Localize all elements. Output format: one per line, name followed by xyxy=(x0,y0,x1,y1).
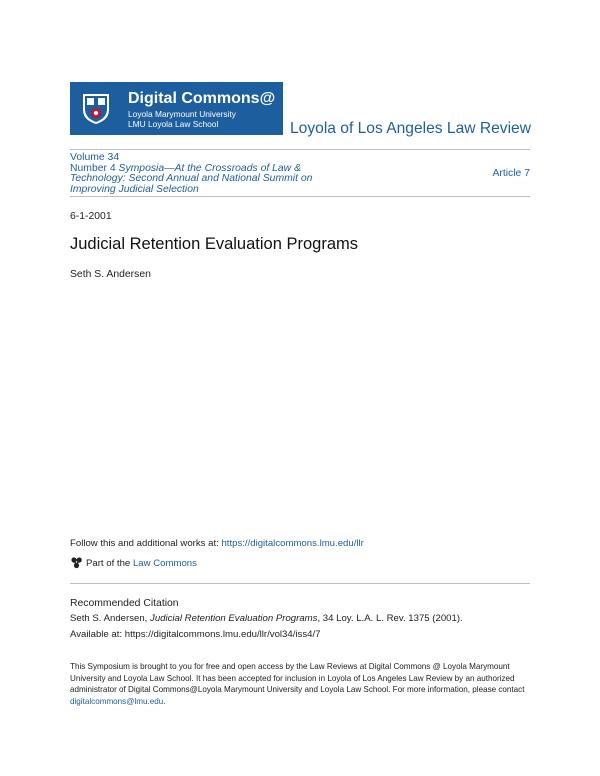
brand-line-university: Loyola Marymount University xyxy=(128,109,236,119)
article-title: Judicial Retention Evaluation Programs xyxy=(70,235,358,253)
divider-citation xyxy=(70,583,530,584)
lmu-seal-icon xyxy=(81,92,111,125)
article-number-link[interactable]: Article 7 xyxy=(492,168,530,179)
recommended-citation-heading: Recommended Citation xyxy=(70,598,179,609)
citation-available: Available at: https://digitalcommons.lmu.edu/llr/vol34/iss4/7 xyxy=(70,629,321,640)
citation-line xyxy=(70,611,540,627)
divider-top xyxy=(70,149,530,150)
number-prefix: Number 4 xyxy=(70,162,119,174)
volume-label[interactable]: Volume 34 xyxy=(70,152,120,163)
number-label[interactable] xyxy=(70,164,320,196)
law-commons-link[interactable]: Law Commons xyxy=(132,558,197,569)
author-name: Seth S. Andersen xyxy=(70,269,151,280)
citation-title: Judicial Retention Evaluation Programs xyxy=(150,613,318,624)
brand-line-school: LMU Loyola Law School xyxy=(128,118,219,129)
divider-issue xyxy=(70,196,530,197)
publication-date: 6-1-2001 xyxy=(70,211,112,222)
notice-text: This Symposium is brought to you for free and open access by the Law Reviews at Digital Commons @ Loyola Marymount University and Loyola Law School. It has been accepted for inclusion in Loyola of Los Angeles Law Review by an authorized administrator of Digital Commons@Loyola Marymount University and Loyola Law School. For more information, please contact xyxy=(70,662,525,694)
number-title: Symposia—At the Crossroads of Law & Technology: Second Annual and National Summit on Improving Judicial Selection xyxy=(70,162,313,195)
part-of-prefix: Part of the xyxy=(86,558,133,569)
issue-info[interactable] xyxy=(70,153,320,195)
citation-text xyxy=(70,611,540,643)
journal-title-link[interactable]: Loyola of Los Angeles Law Review xyxy=(290,120,531,137)
citation-author: Seth S. Andersen, xyxy=(70,613,151,624)
follow-text: Follow this and additional works at: xyxy=(70,538,222,549)
network-icon xyxy=(70,556,83,569)
follow-line xyxy=(70,538,364,549)
follow-link[interactable]: https://digitalcommons.lmu.edu/llr xyxy=(221,538,364,549)
access-notice xyxy=(70,661,540,707)
digital-commons-logo-text: Digital Commons@ xyxy=(128,90,276,107)
brand-subtitle xyxy=(128,110,236,129)
contact-email-link[interactable]: digitalcommons@lmu.edu xyxy=(70,696,164,706)
part-of-line xyxy=(86,558,197,569)
citation-rest: , 34 Loy. L.A. L. Rev. 1375 (2001). xyxy=(317,613,463,624)
notice-end: . xyxy=(163,696,166,706)
